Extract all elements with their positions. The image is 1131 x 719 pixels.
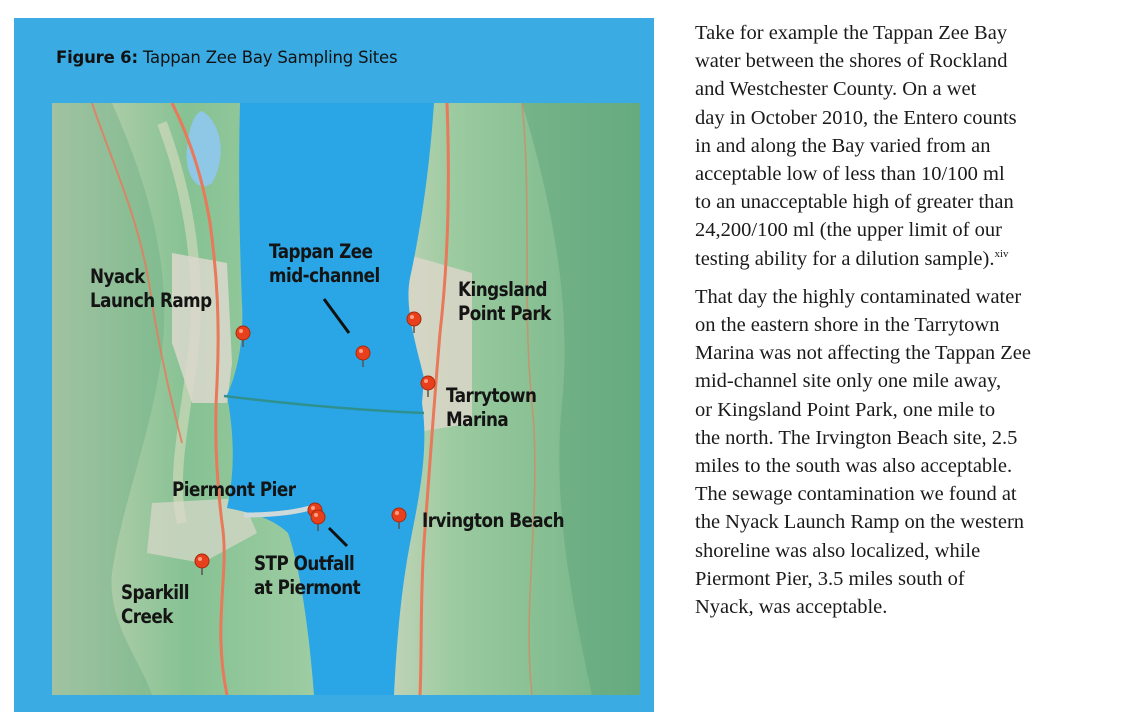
figure-title [56,48,397,67]
label-irvington-beach: Irvington Beach [422,509,565,532]
paragraph-1-line: testing ability for a dilution sample). [695,247,995,270]
paragraph-2-line: shoreline was also localized, while [695,539,981,562]
sampling-sites-map [52,103,640,695]
paragraph-2-line: That day the highly contaminated water [695,285,1022,308]
paragraph-1-line: Take for example the Tappan Zee Bay [695,22,1008,44]
paragraph-1-line: and Westchester County. On a wet [695,78,977,101]
figure-number: Figure 6: [56,48,138,67]
paragraph-2-line: on the eastern shore in the Tarrytown [695,314,1000,337]
label-nyack-launch-ramp: Nyack Launch Ramp [90,265,212,312]
body-text-column [695,19,1125,621]
paragraph-1-line: day in October 2010, the Entero counts [695,106,1017,129]
label-stp-outfall: STP Outfall at Piermont [254,552,361,599]
paragraph-2-line: The sewage contamination we found at [695,483,1017,506]
paragraph-1-line: 24,200/100 ml (the upper limit of our [695,219,1002,242]
paragraph-1-last-line [695,245,1125,273]
label-piermont-pier: Piermont Pier [172,478,296,501]
label-tappan-zee-mid-channel: Tappan Zee mid-channel [269,240,380,287]
paragraph-2-line: the Nyack Launch Ramp on the western [695,511,1025,534]
paragraph-1-line: in and along the Bay varied from an [695,134,991,157]
figure-caption: Tappan Zee Bay Sampling Sites [137,48,398,67]
paragraph-1-line: to an unacceptable high of greater than [695,191,1014,214]
label-sparkill-creek: Sparkill Creek [121,581,189,628]
paragraph-2-line: or Kingsland Point Park, one mile to [695,398,996,421]
paragraph-2-line: mid-channel site only one mile away, [695,370,1002,393]
footnote-marker: xiv [994,247,1009,260]
label-tarrytown-marina: Tarrytown Marina [446,384,537,431]
paragraph-2-line: Piermont Pier, 3.5 miles south of [695,567,965,590]
paragraph-2 [695,283,1125,621]
paragraph-2-line: Marina was not affecting the Tappan Zee [695,342,1031,365]
paragraph-1-line: acceptable low of less than 10/100 ml [695,163,1005,186]
paragraph-2-line: miles to the south was also acceptable. [695,455,1013,478]
label-kingsland-point-park: Kingsland Point Park [458,278,551,325]
paragraph-2-line: Nyack, was acceptable. [695,596,888,619]
figure-frame [14,18,654,712]
paragraph-1-line: water between the shores of Rockland [695,50,1008,73]
paragraph-1 [695,19,1125,273]
paragraph-2-line: the north. The Irvington Beach site, 2.5 [695,426,1018,449]
